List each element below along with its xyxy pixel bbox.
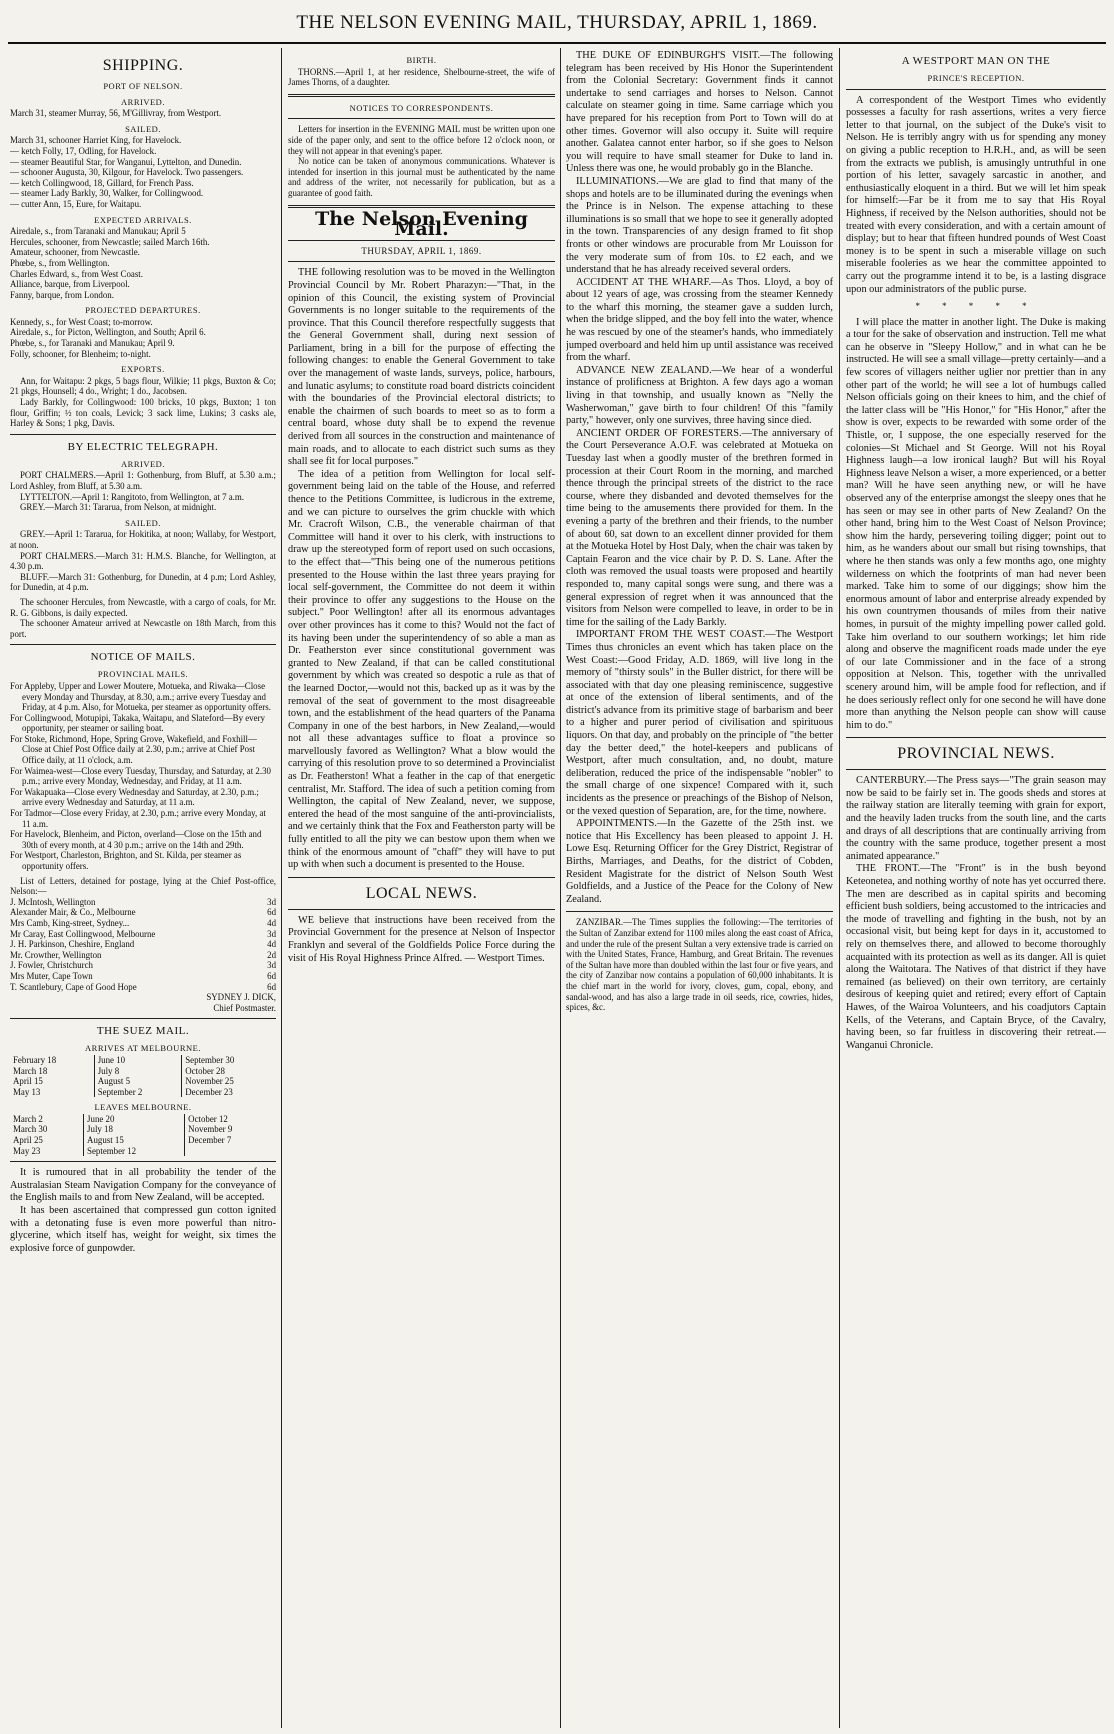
suez-date: May 23 [13, 1145, 41, 1156]
news-item-body: We hear of a wonderful instance of prolificness at Brighton. A few days ago a woman living in that township, and usually known as "Nelly the Washerwoman," gave birth to four children! Of this "family party," however, only one survives, three having since died. [566, 364, 833, 427]
news-item [566, 365, 833, 428]
ship-entry: Airedale, s., from Taranaki and Manukau; April 5 [10, 226, 186, 237]
tel-sailed-heading: SAILED. [125, 517, 161, 528]
suez-date: December 7 [185, 1135, 276, 1146]
ship-entry: — ketch Folly, 17, Odling, for Havelock. [10, 145, 157, 156]
suez-date: May 13 [13, 1086, 41, 1097]
letters-intro: List of Letters, detained for postage, lying at the Chief Post-office, Nelson:— [10, 875, 276, 897]
suez-date: March 30 [13, 1124, 48, 1135]
divider [846, 737, 1106, 738]
letter-row [10, 960, 276, 971]
mail-entry: For Stoke, Richmond, Hope, Spring Grove, Wakefield, and Foxhill—Close at Chief Post Office daily at 2.30, p.m.; arrive at Chief Post Office daily, at 11 o'clock, a.m. [10, 733, 257, 766]
letter-name: Mr. Crowther, Wellington [10, 949, 102, 960]
letter-postage: 2d [267, 949, 276, 960]
ship-entry: Hercules, schooner, from Newcastle; sailed March 16th. [10, 236, 210, 247]
letter-postage: 3d [267, 928, 276, 939]
provincial-item-body: The "Front" is in the bush beyond Keteonetea, and nothing worthy of note has yet occurred there. The men are described as in capital spirits and becoming efficient bush soldiers, being accustomed to the intricacies and the mode of travelling and fighting in the bush, not by an occasional visit, but being kept for days in it, accustomed to rely on themselves there, and allowed to become thoroughly acquainted with its protection as well as its danger. All is quiet along the Waitotara. The Natives of that district if they have remained (as believed) on their own territory, are certainly desirous of keeping quiet and retired; every effort of Captain Hawes, of the Wairoa Volunteers, and his coadjutors Captain Kells, of the Veterans, and Captain Bryce, of the Cavalry, having been, so far fruitless in discovering their retreat.—Wanganui Chronicle. [846, 863, 1106, 1051]
westport-subtitle: PRINCE'S RECEPTION. [927, 73, 1025, 83]
export-entry: Ann, for Waitapu: 2 pkgs, 5 bags flour, Wilkie; 11 pkgs, Buxton & Co; 21 pkgs, Hounsell; 4 do., Wright; 1 do., Jacobsen. [10, 375, 276, 397]
column-divider [281, 48, 282, 1728]
suez-row [10, 1124, 276, 1135]
ship-entry: Alliance, barque, from Liverpool. [10, 279, 130, 290]
letter-row [10, 971, 276, 982]
telegraph-entry: GREY.—March 31: Tararua, from Nelson, at midnight. [20, 502, 217, 513]
letter-row [10, 982, 276, 993]
local-news-title: LOCAL NEWS. [365, 884, 478, 902]
suez-row [10, 1076, 276, 1087]
suez-row [10, 1146, 276, 1157]
mail-entry: For Appleby, Upper and Lower Moutere, Motueka, and Riwaka—Close every Monday and Thursday, at 8.30, a.m.; arrive every Tuesday and Friday, at 4 p.m. Also, for Motueka, per steamer as opportunity offers. [10, 680, 271, 713]
news-item-body: The Westport Times thus chronicles an event which has taken place on the West Coast:—Good Friday, A.D. 1869, will live long in the memory of "thirsty souls" in the Buller district, for there will be associated with that day one pleasing reminiscence, suggestive at once of the extension of liberal sentiments, and of the district's advance from its primitive stage of barbarism and beer to a higher and purer period of civilisation and spirituous liquors. On that day, and probably on the principle of "the better day the better deed," the hotel-keepers and publicans of Westport, after much consultation, and, no doubt, mature deliberation, reduced the price of the indispensable "nobler" to the small charge of one sixpence! Compared with it, such incidents as the presence or preachings of the Bishop of Nelson, or the vexed question of Separation, are, for the time, nowhere. [566, 629, 833, 817]
letter-name: Alexander Mair, & Co., Melbourne [10, 907, 136, 918]
news-item [566, 629, 833, 818]
tel-arrived-heading: ARRIVED. [121, 458, 165, 469]
suez-date: September 30 [182, 1055, 276, 1066]
sailed-heading: SAILED. [125, 123, 161, 134]
letter-name: J. McIntosh, Wellington [10, 896, 96, 907]
sailed-list [10, 135, 276, 209]
news-item-heading: ILLUMINATIONS.— [576, 175, 669, 187]
suez-date [185, 1146, 276, 1157]
ship-entry: Charles Edward, s., from West Coast. [10, 268, 143, 279]
provincial-item-heading: THE FRONT.— [856, 863, 931, 875]
news-item-heading: APPOINTMENTS.— [576, 818, 668, 830]
suez-date: September 12 [84, 1146, 185, 1157]
divider [566, 911, 833, 912]
divider [288, 261, 555, 262]
rumour-notices [10, 1167, 276, 1255]
suez-date: June 20 [84, 1114, 185, 1125]
mail-entry: For Westport, Charleston, Brighton, and St. Kilda, per steamer as opportunity offers. [10, 850, 242, 871]
editorial-leader [288, 267, 555, 872]
projected-list [10, 317, 276, 359]
suez-row [10, 1087, 276, 1098]
letter-name: Mr Caray, East Collingwood, Melbourne [10, 928, 156, 939]
telegraph-entry: PORT CHALMERS.—April 1: Gothenburg, from Bluff, at 5.30 a.m.; Lord Ashley, from Bluff, at 5.30 a.m. [10, 470, 276, 491]
suez-date: August 5 [94, 1076, 182, 1087]
signoff-name: SYDNEY J. DICK, [206, 992, 276, 1003]
telegraph-entry: LYTTELTON.—April 1: Rangitoto, from Wellington, at 7 a.m. [20, 491, 245, 502]
suez-row [10, 1114, 276, 1125]
letter-postage: 3d [267, 896, 276, 907]
correspondents-title: NOTICES TO CORRESPONDENTS. [349, 102, 494, 113]
provincial-item-body: The Press says—"The grain season may now be said to be fairly set in. The goods sheds and stores at the railway station are literally teeming with grain for export, and the heavily laden trucks from the south line, and the carts and drays of all descriptions that are continually arriving from the country with the same produce, together present a most animated appearance." [846, 775, 1106, 862]
divider [846, 89, 1106, 90]
correspondents-paragraph: Letters for insertion in the EVENING MAIL must be written upon one side of the paper only, and sent to the office before 12 o'clock noon, or they will not appear in that evening's paper. [288, 124, 555, 156]
letter-name: J. Fowler, Christchurch [10, 960, 93, 971]
ship-entry: March 31, schooner Harriet King, for Havelock. [10, 135, 182, 146]
port-title: PORT OF NELSON. [103, 81, 183, 91]
news-item-heading: IMPORTANT FROM THE WEST COAST.— [576, 629, 776, 641]
letter-row [10, 939, 276, 950]
section-stars: * * * * * [915, 301, 1037, 312]
column-divider [560, 48, 561, 1728]
ship-entry: March 31, steamer Murray, 56, M'Gillivray, from Westport. [10, 108, 222, 119]
provincial-mails-heading: PROVINCIAL MAILS. [97, 669, 189, 680]
ship-entry: Fanny, barque, from London. [10, 289, 114, 300]
mail-entry: For Havelock, Blenheim, and Picton, overland—Close on the 15th and 30th of every month, at 4 30 p.m.; arrive on the 14th and 29th. [10, 829, 262, 850]
suez-date: July 8 [94, 1066, 182, 1077]
expected-heading: EXPECTED ARRIVALS. [94, 214, 192, 225]
local-news-first: WE believe that instructions have been received from the Provincial Government for the presence at Nelson of Inspector Franklyn and several of the Goldfields Police Force during the visit of His Royal Highness Prince Alfred. — Westport Times. [288, 914, 555, 964]
news-item [566, 818, 833, 906]
suez-row [10, 1055, 276, 1066]
divider [288, 118, 555, 119]
telegraph-entry: GREY.—April 1: Tararua, for Hokitika, at noon; Wallaby, for Westport, at noon. [10, 529, 276, 550]
column-local-items [566, 50, 833, 1726]
provincial-item [846, 863, 1106, 1052]
telegraph-title: BY ELECTRIC TELEGRAPH. [67, 440, 219, 453]
letter-postage: 6d [267, 981, 276, 992]
news-item-heading: ACCIDENT AT THE WHARF.— [576, 276, 722, 288]
masthead: THE NELSON EVENING MAIL, THURSDAY, APRIL 1, 1869. [296, 12, 818, 33]
letter-name: T. Scantlebury, Cape of Good Hope [10, 981, 137, 992]
divider [288, 877, 555, 878]
news-item-body: The following telegram has been received by His Honor the Superintendent from the Colonial Secretary: Government finds it cannot undertake to send carriages and horses to Nelson. Cannot calculate on steamer going in time. Same carriage which you have prepared for his reception from Port to Town will do at other times. Governor will also occupy it. Suite will require another. Galatea cannot enter harbor, so if she goes to Nelson you will require to have small steamer for Duke to land in. Unless there was one, he would probably go in the Blanche. [566, 50, 833, 175]
signoff-title: Chief Postmaster. [213, 1002, 276, 1013]
provincial-item-heading: CANTERBURY.— [856, 775, 937, 787]
mails-title: NOTICE OF MAILS. [90, 651, 196, 664]
ship-entry: Kennedy, s., for West Coast; to-morrow. [10, 316, 153, 327]
suez-date: March 18 [13, 1065, 48, 1076]
letter-postage: 4d [267, 917, 276, 928]
mails-list [10, 681, 276, 872]
mail-entry: For Collingwood, Motupipi, Takaka, Waitapu, and Slateford—By every opportunity, per steamer or sailing boat. [10, 712, 265, 734]
letter-row [10, 918, 276, 929]
correspondents-notice [288, 124, 555, 198]
suez-date: March 2 [13, 1113, 43, 1124]
ship-entry: Phœbe, s., for Taranaki and Manukau; April 9. [10, 338, 175, 349]
tel-arrived-list [10, 470, 276, 512]
news-item [566, 176, 833, 277]
westport-para-1: A correspondent of the Westport Times who evidently possesses a faculty for rash assertions, writes a very fierce letter to that journal, on the subject of the Duke's visit to Nelson. He is terribly angry with us for spending any money on giving a public reception to H.R.H., and, as will be seen from the extracts we publish, is amusingly untruthful in one portion of his letter, savagely sarcastic in another, and enthusiastically eloquent in a third. But we will let him speak for himself:—Far be it from me to say that His Royal Highness, if received by the Nelson authorities, should not be treated with every consideration, and with a certain amount of display; but to hear that fifteen hundred pounds of West Coast money is to be spent in such a miserable village on such miserable fooleries as we hear the committee appointed to carry out the programme intend it to be, is a lasting disgrace upon our administrators of the public purse. [846, 94, 1106, 295]
news-item-body: As Thos. Lloyd, a boy of about 12 years of age, was crossing from the steamer Kennedy to the wharf this morning, the steamer gave a sudden lurch, when the bridge slipped, and the boy fell into the water, whence he was rescued by one of the steamer's hands, who immediately jumped overboard and held him up until assistance was received from the wharf. [566, 276, 833, 364]
correspondents-paragraph: No notice can be taken of anonymous communications. Whatever is intended for insertion in this journal must be authenticated by the name and address of the writer, not necessarily for publication, but as a guarantee of good faith. [288, 156, 555, 198]
divider [10, 1018, 276, 1019]
shipping-note: The schooner Hercules, from Newcastle, with a cargo of coals, for Mr. R. G. Gibbons, is daily expected. [10, 596, 276, 618]
letter-row [10, 950, 276, 961]
exports-list [10, 376, 276, 429]
column-editorial [288, 50, 555, 1726]
suez-date: November 25 [182, 1076, 276, 1087]
leader-paragraph: THE following resolution was to be moved in the Wellington Provincial Council by Mr. Robert Pharazyn:—"That, in the opinion of this Council, the existing system of Provincial Governments is no longer suitable to the requirements of the province. That this Council therefore respectfully suggests that the General Government shall, during next session of Parliament, bring in a bill for the purpose of effecting the following changes: to enable the General Government to take over the management of waste lands, surveys, police, harbours, and lunatic asylums; to constitute road board districts coincident with the boundaries of the Provincial electoral districts; to enable the chairmen of such boards to meet so as to form a central board, whose duty shall be to expend the revenue derived from all sources in the construction and maintenance of main roads, and to allocate to each district such sums as they shall see fit for local purposes." [288, 267, 555, 468]
letter-name: Mrs Muter, Cape Town [10, 970, 93, 981]
news-item-body: We are glad to find that many of the shops and hotels are to be illuminated during the evenings when the Prince is in Nelson. The expense attaching to these illuminations is so small that we hope to see it generally adopted in the town. Transparencies of any design framed to fit shop fronts or other windows are procurable from Mr Louisson for the very moderate sum of from 10s. to £2 each, and we understand that he has already received several orders. [566, 175, 833, 276]
column-divider [839, 48, 840, 1728]
export-entry: Lady Barkly, for Collingwood: 100 bricks, 10 pkgs, Buxton; 1 ton flour, Griffin; ½ ton coals, Levick; 3 sack lime, Lukins; 3 casks ale, Harley & Sons; 1 pkg, Davis. [10, 397, 276, 429]
news-item-heading: ADVANCE NEW ZEALAND.— [576, 364, 722, 376]
local-items [566, 50, 833, 906]
projected-heading: PROJECTED DEPARTURES. [85, 305, 201, 316]
rumour-paragraph: It is rumoured that in all probability the tender of the Australasian Steam Navigation Company for the conveyance of the English mails to and from New Zealand, will be accepted. [10, 1167, 276, 1204]
suez-departures-table [10, 1114, 276, 1156]
mail-entry: For Waimea-west—Close every Tuesday, Thursday, and Saturday, at 2.30 p.m.; arrive every Monday, Wednesday, and Friday, at 11 a.m. [10, 765, 271, 787]
provincial-items [846, 775, 1106, 1052]
ship-entry: Phœbe, s., from Wellington. [10, 257, 110, 268]
telegraph-entry: PORT CHALMERS.—March 31: H.M.S. Blanche, for Wellington, at 4.30 p.m. [10, 550, 276, 572]
masthead-rule [8, 42, 1106, 44]
suez-arrivals-table [10, 1055, 276, 1097]
expected-list [10, 226, 276, 300]
suez-date: April 15 [13, 1076, 43, 1087]
arrived-list [10, 108, 276, 119]
ship-entry: Amateur, schooner, from Newcastle. [10, 247, 140, 258]
news-item-heading: THE DUKE OF EDINBURGH'S VISIT.— [576, 50, 771, 61]
letter-row [10, 929, 276, 940]
news-item [566, 50, 833, 176]
column-westport [846, 50, 1106, 1726]
telegraph-entry: BLUFF.—March 31: Gothenburg, for Dunedin, at 4 p.m; Lord Ashley, for Dunedin, at 4 p.m. [10, 571, 276, 593]
divider [288, 94, 555, 97]
provincial-news-title: PROVINCIAL NEWS. [897, 745, 1055, 763]
provincial-item [846, 775, 1106, 863]
westport-title: A WESTPORT MAN ON THE [901, 55, 1051, 67]
letters-list [10, 897, 276, 992]
rumour-paragraph: It has been ascertained that compressed gun cotton ignited with a detonating fuse is even more powerful than nitro-glycerine, which itself has, weight for weight, six times the explosive force of gunpowder. [10, 1205, 276, 1254]
suez-date: June 10 [94, 1055, 182, 1066]
suez-date: October 12 [185, 1114, 276, 1125]
divider [288, 909, 555, 910]
shipping-note: The schooner Amateur arrived at Newcastle on 18th March, from this port. [10, 618, 276, 639]
letter-postage: 6d [267, 970, 276, 981]
suez-row [10, 1135, 276, 1146]
ship-entry: Folly, schooner, for Blenheim; to-night. [10, 348, 151, 359]
birth-heading: BIRTH. [406, 55, 437, 65]
arrived-heading: ARRIVED. [121, 96, 165, 107]
letter-name: Mrs Camb, King-street, Sydney... [10, 917, 130, 928]
ship-entry: — steamer Lady Barkly, 30, Walker, for Collingwood. [10, 188, 204, 199]
letter-postage: 6d [267, 907, 276, 918]
ship-entry: — schooner Augusta, 30, Kilgour, for Havelock. Two passengers. [10, 167, 244, 178]
divider [10, 644, 276, 645]
mail-entry: For Wakapuaka—Close every Wednesday and Saturday, at 2.30, p.m.; arrive every Wednesday and Saturday, at 11 a.m. [10, 786, 259, 808]
divider [10, 1161, 276, 1162]
letter-row [10, 897, 276, 908]
suez-arrives-heading: ARRIVES AT MELBOURNE. [85, 1043, 201, 1054]
news-item [566, 277, 833, 365]
letter-name: J. H. Parkinson, Cheshire, England [10, 939, 135, 950]
leader-paragraph: The idea of a petition from Wellington for local self-government being laid on the table of the House, and referred thence to the Petitions Committee, is ludicrous in the extreme, and we can picture to ourselves the grim chuckle with which Mr. Cracroft Wilson, C.B., the venerable chairman of that Committee will hand it over to his clerk, with instructions to draw up the stereotyped form of report used on such occasions, to the effect that—"This being one of the numerous petitions presented to the House within the last three years praying for local self-government, the Committee do not deem it within their province to offer any suggestions to the House on the subject." Poor Wellington! after all its enormous advantages over other provinces has it come to this? Would not the fact of its having been under the superintendency of so able a man as Dr. Featherston ever since constitutional government was granted to New Zealand, if that can be called constitutional government by which was created so despotic a rule as that of the learned Doctor,—would not this, backed up as it was by the removal of the seat of government to the most disagreeable town, and the establishment of the head quarters of the Panama Company in one of the best harbors, in New Zealand,—would not all these advantages suffice to float a province so marvellously favored as Wellington? What a blow would the carrying of this resolution prove to so determined a Provincialist as Dr. Featherston! What a feather in the cap of that energetic centralist, Mr. Stafford. The idea of such a petition coming from Wellington, the capital of New Zealand, never, we suppose, entered the head of the most sanguine of the anti-provincialists, and we certainly think that the Fox and Featherston party will be fully entitled to all the pity we can bestow upon them when we think of the enormous amount of "chaff" they will have to put up with when such a document is presented to the House. [288, 468, 555, 871]
paper-title: The Nelson Evening Mail. [315, 207, 528, 241]
ship-entry: Airedale, s., for Picton, Wellington, and South; April 6. [10, 327, 206, 338]
suez-date: October 28 [182, 1066, 276, 1077]
suez-date: February 18 [13, 1054, 57, 1065]
ship-entry: — steamer Beautiful Star, for Wanganui, Lyttelton, and Dunedin. [10, 156, 242, 167]
news-item [566, 428, 833, 630]
suez-row [10, 1066, 276, 1077]
ship-entry: — cutter Ann, 15, Eure, for Waitapu. [10, 198, 142, 209]
exports-heading: EXPORTS. [121, 364, 165, 375]
suez-date: April 25 [13, 1135, 43, 1146]
suez-date: September 2 [94, 1087, 182, 1098]
divider [10, 434, 276, 435]
column-shipping [10, 50, 276, 1726]
suez-date: July 18 [84, 1124, 185, 1135]
mail-entry: For Tadmor—Close every Friday, at 2.30, p.m.; arrive every Monday, at 11 a.m. [10, 808, 266, 829]
letter-postage: 3d [267, 960, 276, 971]
shipping-title: SHIPPING. [102, 57, 184, 74]
tel-sailed-list [10, 529, 276, 593]
divider [846, 769, 1106, 770]
news-item-body: In the Gazette of the 25th inst. we notice that His Excellency has been pleased to appoint J. H. Lowe Esq. Returning Officer for the Grey District, Registrar of Births, Marriages, and Deaths, for the district of Cobden, Resident Magistrate for the district of Nelson South West Goldfields, and a Justice of the Peace for the Colony of New Zealand. [566, 818, 833, 905]
news-item-heading: ANCIENT ORDER OF FORESTERS.— [576, 427, 752, 439]
suez-date: August 15 [84, 1135, 185, 1146]
birth-notice: THORNS.—April 1, at her residence, Shelbourne-street, the wife of James Thorns, of a daughter. [288, 66, 555, 88]
suez-date: December 23 [182, 1087, 276, 1098]
suez-leaves-heading: LEAVES MELBOURNE. [94, 1102, 192, 1113]
westport-para-2: I will place the matter in another light. The Duke is making a tour for the sake of observation and instruction. Tell me what can he observe in "Sleepy Hollow," and in what can he be instructed. He will see a small village—pretty certainly—and a few scores of villagers neither uglier nor prettier than in any other part of the world; he will see a lot of humbugs called Nelson officials going on their knees to him, and the chief of the latter class will be "His Honor," for "His Honor," after the show is over, expects to be rewarded with some order of the Thistle, or, I suppose, the one especially reserved for the colonies—St Michael and St George. Will not his Royal Highness laugh—a low ironical laugh? But will his Royal Highness leave Nelson a wiser, a more experienced, or a better man? Will he have seen anything new, or will he have observed any of the enterprise amongst the sleepy ones that he has seen or may see in other parts of New Zealand? On the other hand, bring him to the West Coast of Nelson Province; show him the hardy, persevering toiling digger; point out to him, as he wanders about our small but rising townships, that where he then stands was only a few months ago, one mighty wilderness on which the footprints of man had never been marked. Take him to some of our diggings; show him the enormous amount of labor and enterprise already expended by his own countrymen thousands of miles from their native homes, in pursuit of the mighty impelling power called gold. Take him overland to our southern workings; let him ride along and observe the magnificent roads made under the eye of our late Commissioner and in the face of a strong opposition at Nelson. This, together with the unrivalled scenery around him, will be ample food for reflection, and if he does seriously reflect only for one second he will have done more than anything the Nelson people can show will cause him to do." [846, 316, 1106, 731]
zanzibar-item: ZANZIBAR.—The Times supplies the following:—The territories of the Sultan of Zanzibar extend for 1100 miles along the east coast of Africa, and under the rule of the present Sultan a very extensive trade is carried on with the United States, France, Hamburg, and Great Britain. The revenues of the Sultan have more than doubled within the last four or five years, and the city of Zanzibar now contains a population of 60,000 inhabitants. It is the chief mart in the world for ivory, cloves, gum, copal, ebony, and sandal-wood, and has also a large trade in oil seeds, rice, cowries, hides, spices, &c. [566, 917, 833, 1013]
letter-row [10, 907, 276, 918]
news-item-body: The anniversary of the Court Perseverance A.O.F. was celebrated at Motueka on Tuesday last when a goodly muster of the brethren formed in procession at their Court Room in the morning, and marched thence through the principal streets of the district to the race course, where they disbanded and devoted themselves for the time being to the amusements there provided for them. In the evening a party of the brethren and their friends, to the number of about 60, sat down to an excellent dinner provided for them at the Motueka Hotel by Host Daly, when the chair was taken by Captain Fearon and the vice chair by P. D. S. Lane. After the cloth was removed the usual toasts were proposed and heartily responded to, many capital songs were sung, and there was a general expression of regret when it was announced that the visitors from Nelson were compelled to leave, in order to be in time for the sailing of the Lady Barkly. [566, 427, 833, 628]
ship-entry: — ketch Collingwood, 18, Gillard, for French Pass. [10, 177, 194, 188]
editorial-date: THURSDAY, APRIL 1, 1869. [361, 245, 482, 256]
suez-title: THE SUEZ MAIL. [96, 1025, 190, 1038]
shipping-notes [10, 597, 276, 639]
suez-date: November 9 [185, 1124, 276, 1135]
letter-postage: 4d [267, 939, 276, 950]
